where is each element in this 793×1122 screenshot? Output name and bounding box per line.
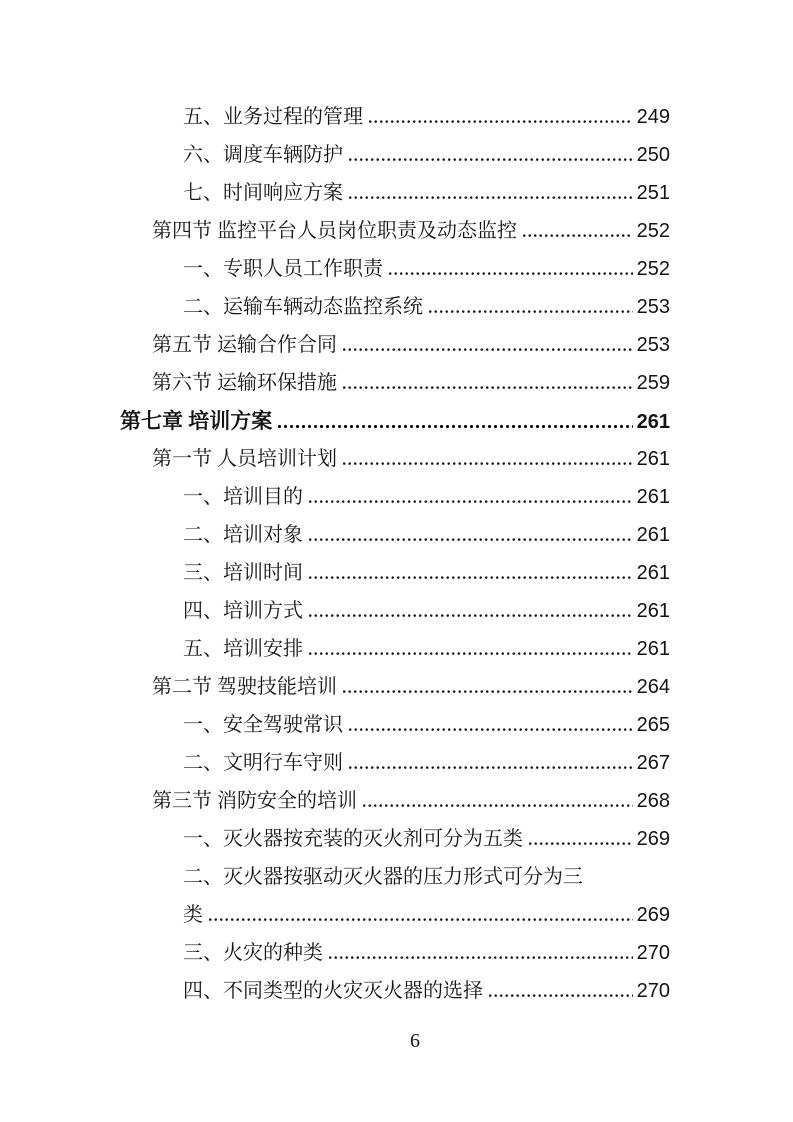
toc-entry-label: 二、灭火器按驱动灭火器的压力形式可分为三 [183,866,583,888]
toc-entry-page: 250 [636,144,670,166]
toc-entry-page: 261 [636,524,670,546]
toc-entry-label: 四、培训方式 [183,600,303,622]
dot-leader [349,195,633,199]
toc-entry[interactable] [0,98,670,136]
toc-entry[interactable] [0,934,670,972]
toc-entry-label: 二、运输车辆动态监控系统 [183,296,423,318]
dot-leader [343,689,633,693]
toc-entry-label: 第六节 运输环保措施 [152,372,337,394]
toc-entry-page: 265 [636,714,670,736]
toc-entry[interactable] [0,706,670,744]
toc-entry-label: 七、时间响应方案 [183,182,343,204]
dot-leader [309,499,633,503]
toc-entry-label: 第一节 人员培训计划 [152,448,337,470]
toc-entry-label: 五、业务过程的管理 [183,106,363,128]
toc-entry-label: 类 [183,904,203,926]
dot-leader [349,157,633,161]
toc-entry-label: 六、调度车辆防护 [183,144,343,166]
dot-leader [529,841,633,845]
dot-leader [429,309,633,313]
page-footer [0,1028,793,1066]
dot-leader [309,575,633,579]
toc-entry-page: 261 [636,448,670,470]
toc-entry-page: 261 [636,638,670,660]
toc-entry[interactable] [0,478,670,516]
dot-leader [309,537,633,541]
toc-entry[interactable] [0,820,670,858]
toc-entry-label: 三、培训时间 [183,562,303,584]
dot-leader [523,233,633,237]
toc-entry-label: 第三节 消防安全的培训 [152,790,357,812]
toc-entry-page: 253 [636,334,670,356]
toc-entry-label: 一、专职人员工作职责 [183,258,383,280]
dot-leader [343,461,633,465]
dot-leader [349,765,633,769]
toc-entry-label: 第七章 培训方案 [120,409,273,433]
toc-entry[interactable] [0,212,670,250]
toc-entry-page: 261 [636,486,670,508]
toc-entry-page: 269 [636,904,670,926]
toc-entry[interactable] [0,326,670,364]
toc-entry-page: 249 [636,106,670,128]
table-of-contents [0,98,670,1010]
toc-entry[interactable] [0,136,670,174]
toc-entry-page: 261 [636,600,670,622]
toc-entry-label: 二、文明行车守则 [183,752,343,774]
toc-entry-label: 一、安全驾驶常识 [183,714,343,736]
dot-leader [369,119,633,123]
dot-leader [489,993,633,997]
toc-entry-page: 252 [636,220,670,242]
toc-entry[interactable] [0,516,670,554]
toc-entry-page: 268 [636,790,670,812]
toc-entry-page: 270 [636,980,670,1002]
dot-leader [309,651,633,655]
toc-entry[interactable] [0,744,670,782]
toc-entry[interactable] [0,896,670,934]
toc-entry-label: 五、培训安排 [183,638,303,660]
toc-entry[interactable] [0,250,670,288]
toc-entry-page: 252 [636,258,670,280]
toc-entry[interactable] [0,288,670,326]
toc-entry-label: 一、灭火器按充装的灭火剂可分为五类 [183,828,523,850]
dot-leader [389,271,633,275]
toc-entry[interactable] [0,364,670,402]
toc-entry-label: 第五节 运输合作合同 [152,334,337,356]
dot-leader [329,955,633,959]
dot-leader [343,347,633,351]
toc-entry[interactable] [0,174,670,212]
toc-entry[interactable] [0,630,670,668]
dot-leader [278,424,632,428]
toc-entry[interactable] [0,782,670,820]
dot-leader [349,727,633,731]
toc-entry-label: 一、培训目的 [183,486,303,508]
toc-entry-page: 270 [636,942,670,964]
dot-leader [309,613,633,617]
toc-entry-page: 259 [636,372,670,394]
toc-entry-page: 264 [636,676,670,698]
toc-entry[interactable] [0,668,670,706]
toc-entry-page: 253 [636,296,670,318]
toc-entry-page: 269 [636,828,670,850]
footer-page-number: 6 [410,1030,420,1052]
toc-entry-page: 267 [636,752,670,774]
dot-leader [363,803,633,807]
toc-entry[interactable] [0,402,670,440]
toc-entry-label: 四、不同类型的火灾灭火器的选择 [183,980,483,1002]
toc-entry[interactable] [0,554,670,592]
toc-entry[interactable] [0,592,670,630]
toc-entry-page: 261 [636,411,670,433]
toc-entry-label: 第四节 监控平台人员岗位职责及动态监控 [152,220,517,242]
toc-entry-label: 第二节 驾驶技能培训 [152,676,337,698]
toc-entry-label: 三、火灾的种类 [183,942,323,964]
dot-leader [343,385,633,389]
toc-entry[interactable] [0,972,670,1010]
toc-entry-page: 251 [636,182,670,204]
toc-entry-label: 二、培训对象 [183,524,303,546]
toc-entry[interactable] [0,858,670,896]
toc-entry-page: 261 [636,562,670,584]
toc-entry[interactable] [0,440,670,478]
dot-leader [209,917,633,921]
